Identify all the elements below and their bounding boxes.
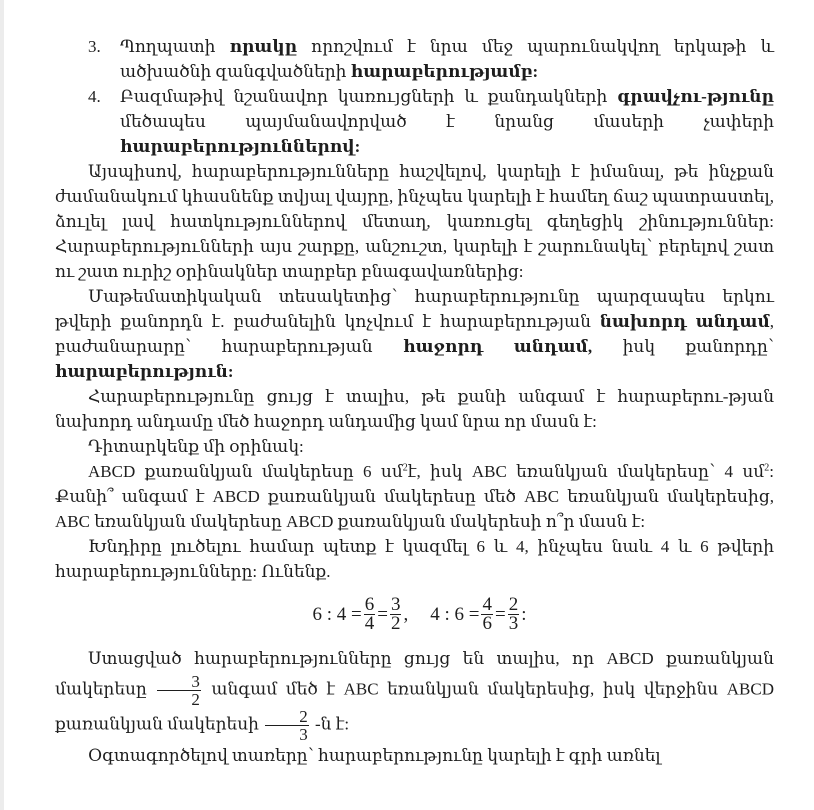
paragraph-3: Հարաբերությունը ցույց է տալիս, թե քանի անգամ է հարաբերու-թյան նախորդ անդամը մեծ հաջորդ անդամից կամ նրա որ մասն է:	[55, 387, 774, 431]
paragraph-6: Խնդիրը լուծելու համար պետք է կազմել 6 և 4, ինչպես նաև 4 և 6 թվերի հարաբերությունները: Ունենք.	[55, 537, 774, 581]
bold-term: հարաբերություն:	[55, 362, 234, 381]
denominator: 3	[299, 725, 308, 744]
bold-term: որակը	[229, 37, 298, 56]
fraction	[157, 673, 201, 708]
formula-text: 6 : 4 =	[312, 603, 362, 625]
numerator: 3	[390, 593, 401, 615]
paragraph-text: ABCD քառանկյան մակերեսը 6 սմ	[88, 462, 403, 481]
list-number: 3.	[88, 37, 101, 56]
formula-text: :	[521, 603, 527, 625]
paragraph-8: Օգտագործելով տառերը՝ հարաբերությունը կարելի է գրի առնել	[88, 746, 661, 765]
superscript: 2	[764, 462, 770, 474]
numerator: 6	[364, 593, 375, 615]
bold-term: հարաբերությամբ:	[350, 62, 539, 81]
numerator: 2	[265, 708, 309, 726]
formula-text: ,	[403, 603, 409, 625]
numerator: 2	[508, 593, 519, 615]
paragraph-5	[55, 459, 774, 534]
fraction	[364, 593, 376, 634]
denominator: 6	[482, 612, 492, 634]
page-edge	[0, 0, 4, 810]
denominator: 3	[508, 612, 519, 634]
paragraph-7	[55, 644, 774, 743]
fraction	[390, 593, 402, 634]
paragraph-text: , բաժանարարը՝ հարաբերության	[55, 312, 774, 356]
paragraph-text: -ն է:	[310, 714, 350, 734]
bold-term: հաջորդ անդամ,	[403, 337, 593, 356]
paragraph-text: անգամ մեծ է ABC եռանկյան մակերեսից, իսկ վերջինս ABCD քառանկյան մակերեսի	[55, 679, 774, 734]
list-item-4	[55, 84, 774, 159]
paragraph-text: : Քանի՞ անգամ է ABCD քառանկյան մակերեսը մեծ ABC եռանկյան մակերեսից, ABC եռանկյան մակերեսը ABCD քառանկյան մակերեսի ո՞ր մասն է:	[55, 462, 774, 531]
bold-term: հարաբերություններով:	[120, 137, 361, 156]
list-item-3	[55, 34, 774, 84]
fraction	[508, 593, 520, 634]
paragraph-text: իսկ քանորդը՝	[592, 337, 774, 356]
denominator: 4	[364, 612, 375, 634]
paragraph-2	[55, 284, 774, 384]
formula-text: =	[494, 603, 506, 625]
formula-text: =	[377, 603, 388, 625]
bold-term: նախորդ անդամ	[599, 312, 770, 331]
document-page	[55, 34, 774, 768]
list-text: որոշվում է նրա մեջ պարունակվող երկաթի և ածխածնի զանգվածների	[120, 37, 774, 81]
paragraph-1: Այսպիսով, հարաբերությունները հաշվելով, կարելի է իմանալ, թե ինչքան ժամանակում կհասնենք տվյալ վայրը, ինչպես կարելի է համեղ ճաշ պատրաստել, ձուլել լավ հատկություններով մետաղ, կառուցել գեղեցիկ շինություններ: Հարաբերությունների այս շարքը, անշուշտ, կարելի է շարունակել՝ բերելով շատ ու շատ ուրիշ օրինակներ տարբեր բնագավառներից:	[55, 162, 774, 281]
paragraph-text: Մաթեմատիկական տեսակետից՝ հարաբերությունը պարզապես երկու թվերի քանորդն է. բաժանելին կոչվում է հարաբերության	[55, 287, 774, 331]
paragraph-text: Ստացված հարաբերությունները ցույց են տալիս, որ ABCD քառանկյան մակերեսը	[55, 649, 774, 699]
list-text: Բազմաթիվ նշանավոր կառույցների և քանդակների	[120, 87, 618, 106]
superscript: 2	[402, 462, 408, 474]
list-text: Պողպատի	[120, 37, 230, 56]
formula-text: 4 : 6 =	[430, 603, 480, 625]
numerator: 4	[482, 593, 492, 615]
bold-term: գրավչու-թյունը	[617, 87, 774, 106]
fraction	[481, 593, 493, 634]
denominator: 2	[390, 612, 401, 634]
paragraph-text: է, իսկ ABC եռանկյան մակերեսը՝ 4 սմ	[407, 462, 765, 481]
denominator: 2	[191, 690, 200, 709]
numerator: 3	[157, 673, 201, 691]
fraction	[265, 708, 309, 743]
ratio-formula	[55, 584, 774, 644]
paragraph-4: Դիտարկենք մի օրինակ:	[88, 437, 304, 456]
list-text: մեծապես պայմանավորված է նրանց մասերի չափերի	[120, 112, 774, 131]
list-number: 4.	[88, 87, 101, 106]
